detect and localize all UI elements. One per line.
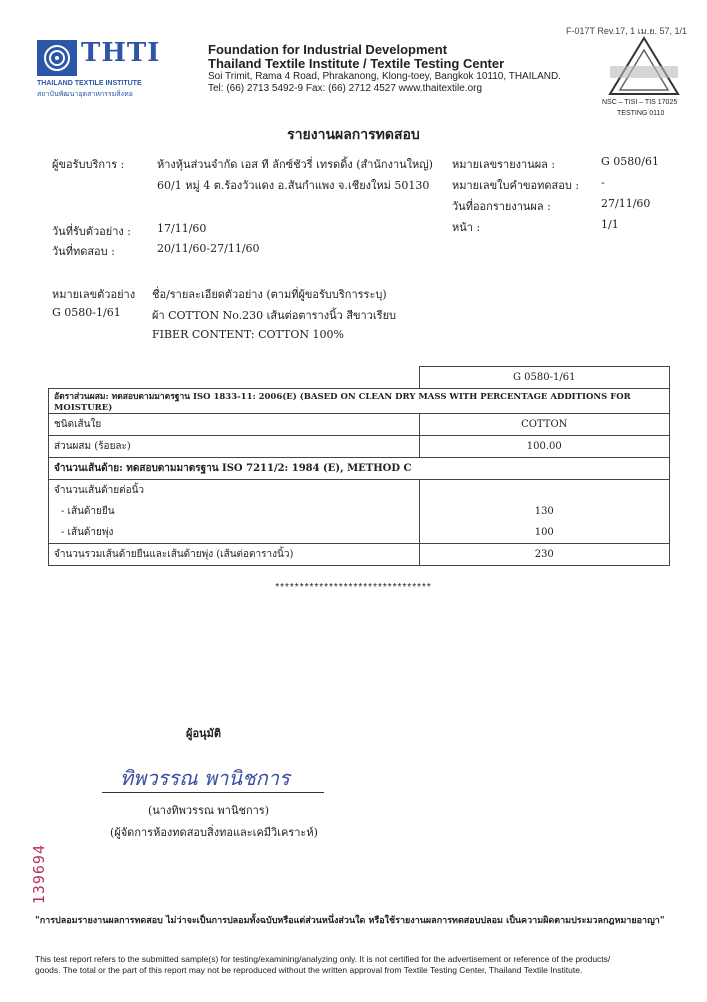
approver-label: ผู้อนุมัติ (186, 727, 221, 740)
serial-stamp: 139694 (30, 844, 48, 905)
logo-text: THTI (81, 38, 161, 68)
test-date-value: 20/11/60-27/11/60 (157, 242, 260, 255)
client-label: ผู้ขอรับบริการ : (52, 158, 125, 171)
sample-desc-line1: ผ้า COTTON No.230 เส้นต่อตารางนิ้ว สีขาวเรียบ (152, 309, 397, 322)
table-row (49, 458, 670, 480)
fiber-type-label: ชนิดเส้นใย (49, 414, 420, 436)
table-row (49, 544, 670, 566)
logo-emblem-icon (37, 40, 77, 76)
end-of-report-stars: ******************************** (275, 582, 432, 593)
total-count-label: จำนวนรวมเส้นด้ายยืนและเส้นด้ายพุ่ง (เส้นต่อตารางนิ้ว) (49, 544, 420, 566)
table-sample-id: G 0580-1/61 (419, 367, 670, 389)
table-row (49, 436, 670, 458)
approver-name: (นางทิพวรรณ พานิชการ) (148, 804, 270, 817)
weft-value: 100 (419, 522, 670, 544)
section1-heading: อัตราส่วนผสม: ทดสอบตามมาตรฐาน ISO 1833-11: 2006(E) (BASED ON CLEAN DRY MASS WITH PERCENTAGE ADDITIONS FOR MOISTURE) (49, 389, 670, 414)
table-row (49, 522, 670, 544)
org-name-line2: Thailand Textile Institute / Textile Testing Center (208, 56, 505, 71)
org-address: Soi Trimit, Rama 4 Road, Phrakanong, Klong-toey, Bangkok 10110, THAILAND. (208, 71, 561, 82)
received-date-label: วันที่รับตัวอย่าง : (52, 225, 131, 238)
accreditation-logo-icon (604, 36, 684, 98)
page-value: 1/1 (601, 218, 619, 231)
warp-label: - เส้นด้ายยืน (49, 501, 420, 522)
table-row (49, 501, 670, 522)
table-row (49, 389, 670, 414)
request-no-value: - (601, 176, 605, 189)
document-code: F-017T Rev.17, 1 เม.ย. 57, 1/1 (565, 26, 687, 36)
report-date-label: วันที่ออกรายงานผล : (452, 200, 551, 213)
client-address: 60/1 หมู่ 4 ต.ร้องวัวแดง อ.สันกำแพง จ.เชียงใหม่ 50130 (157, 179, 430, 192)
report-no-value: G 0580/61 (601, 155, 659, 168)
sample-id-value: G 0580-1/61 (52, 306, 121, 319)
logo-subtitle-en: THAILAND TEXTILE INSTITUTE (37, 80, 142, 87)
page-title: รายงานผลการทดสอบ (287, 127, 420, 143)
page-label: หน้า : (452, 221, 481, 234)
signature-line (102, 792, 324, 793)
accreditation-text: NSC – TISI – TIS 17025 (602, 99, 678, 106)
table-row (49, 480, 670, 502)
request-no-label: หมายเลขใบคำขอทดสอบ : (452, 179, 580, 192)
total-count-value: 230 (419, 544, 670, 566)
signature: ทิพวรรณ พานิชการ (120, 766, 290, 790)
test-date-label: วันที่ทดสอบ : (52, 245, 115, 258)
warp-value: 130 (419, 501, 670, 522)
accreditation-number: TESTING 0110 (617, 110, 665, 117)
client-name: ห้างหุ้นส่วนจำกัด เอส ที ลักซ์ชัวรี่ เทรดดิ้ง (สำนักงานใหญ่) (157, 158, 433, 171)
footer-disclaimer-line1: This test report refers to the submitted sample(s) for testing/examining/analyzing only. It is not certified for the advertisement or reference of the products/ (35, 954, 611, 964)
blend-ratio-value: 100.00 (419, 436, 670, 458)
footer-disclaimer-line2: goods. The total or the part of this report may not be reproduced without the written approval from Textile Testing Center, Thailand Textile Institute. (35, 965, 583, 975)
sample-id-label: หมายเลขตัวอย่าง (52, 288, 136, 301)
thread-count-label: จำนวนเส้นด้ายต่อนิ้ว (49, 480, 420, 502)
logo-subtitle-th: สถาบันพัฒนาอุตสาหกรรมสิ่งทอ (37, 91, 133, 98)
org-name-line1: Foundation for Industrial Development (208, 42, 448, 57)
forgery-warning: "การปลอมรายงานผลการทดสอบ ไม่ว่าจะเป็นการปลอมทั้งฉบับหรือแต่ส่วนหนึ่งส่วนใด หรือใช้รายงานผลการทดสอบปลอม เป็นความผิดตามประมวลกฎหมายอาญา" (35, 916, 665, 926)
weft-label: - เส้นด้ายพุ่ง (49, 522, 420, 544)
org-contact: Tel: (66) 2713 5492-9 Fax: (66) 2712 4527 www.thaitextile.org (208, 83, 483, 94)
section2-heading: จำนวนเส้นด้าย: ทดสอบตามมาตรฐาน ISO 7211/2: 1984 (E), METHOD C (49, 458, 670, 480)
sample-desc-line2: FIBER CONTENT: COTTON 100% (152, 328, 344, 341)
results-table (48, 366, 670, 566)
report-no-label: หมายเลขรายงานผล : (452, 158, 556, 171)
blend-ratio-label: ส่วนผสม (ร้อยละ) (49, 436, 420, 458)
table-row (49, 367, 670, 389)
fiber-type-value: COTTON (419, 414, 670, 436)
table-row (49, 414, 670, 436)
sample-desc-label: ชื่อ/รายละเอียดตัวอย่าง (ตามที่ผู้ขอรับบริการระบุ) (152, 288, 387, 301)
received-date-value: 17/11/60 (157, 222, 207, 235)
approver-position: (ผู้จัดการห้องทดสอบสิ่งทอและเคมีวิเคราะห์) (110, 826, 318, 839)
report-date-value: 27/11/60 (601, 197, 651, 210)
